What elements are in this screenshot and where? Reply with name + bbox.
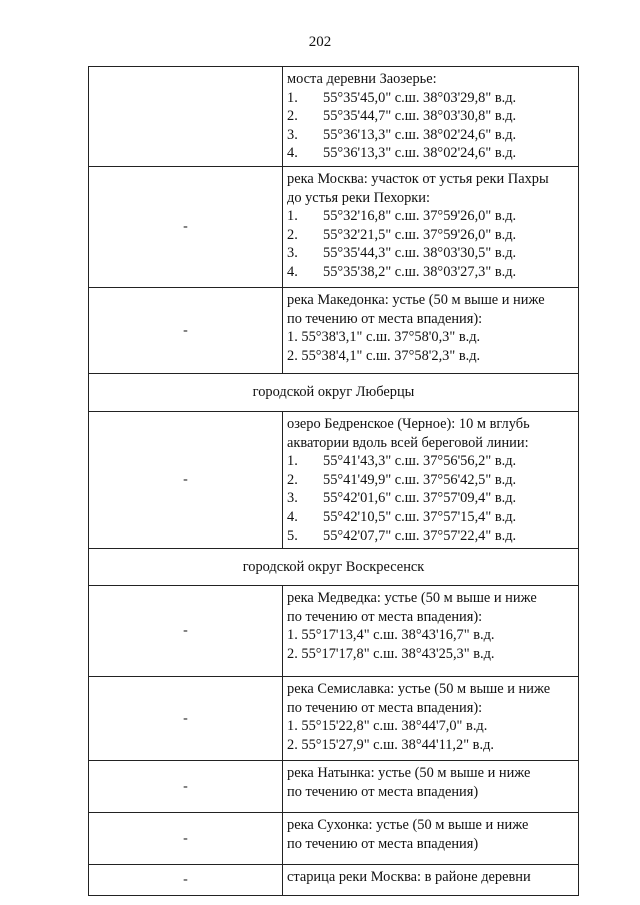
table-row [89, 67, 579, 167]
description-line [287, 144, 574, 163]
coordinates-text: 55°32'16,8" с.ш. 37°59'26,0" в.д. [323, 208, 517, 225]
coordinates-text: 55°42'07,7" с.ш. 37°57'22,4" в.д. [323, 527, 517, 544]
point-number: 1. [287, 208, 298, 225]
row-marker: - [89, 586, 283, 677]
row-description [283, 865, 579, 896]
row-marker: - [89, 167, 283, 288]
coordinates-text: 55°35'44,7" с.ш. 38°03'30,8" в.д. [323, 108, 517, 125]
coordinates-text: 55°36'13,3" с.ш. 38°02'24,6" в.д. [323, 126, 517, 143]
description-line [287, 310, 574, 329]
table-row [89, 288, 579, 374]
row-marker: - [89, 813, 283, 865]
point-number: 3. [287, 126, 298, 143]
coordinates-text: 55°35'44,3" с.ш. 38°03'30,5" в.д. [323, 245, 517, 262]
description-line [287, 328, 574, 347]
description-line [287, 70, 574, 89]
line-text: 2. 55°15'27,9" с.ш. 38°44'11,2" в.д. [287, 736, 494, 753]
line-text: по течению от места впадения) [287, 835, 479, 852]
table-row [89, 167, 579, 288]
line-text: акватории вдоль всей береговой линии: [287, 434, 529, 451]
description-line [287, 347, 574, 366]
line-text: река Натынка: устье (50 м выше и ниже [287, 765, 531, 782]
description-line [287, 471, 574, 490]
table-row [89, 865, 579, 896]
description-line [287, 868, 574, 887]
line-text: 1. 55°17'13,4" с.ш. 38°43'16,7" в.д. [287, 627, 495, 644]
table-row [89, 813, 579, 865]
description-line [287, 244, 574, 263]
description-line [287, 717, 574, 736]
point-number: 3. [287, 245, 298, 262]
point-number: 1. [287, 453, 298, 470]
description-line [287, 699, 574, 718]
description-line [287, 608, 574, 627]
line-text: река Медведка: устье (50 м выше и ниже [287, 590, 537, 607]
row-marker: - [89, 412, 283, 549]
line-text: река Македонка: устье (50 м выше и ниже [287, 292, 545, 308]
row-description [283, 288, 579, 374]
row-marker: - [89, 865, 283, 896]
description-line [287, 189, 574, 208]
point-number: 2. [287, 471, 298, 488]
point-number: 4. [287, 263, 298, 280]
point-number: 1. [287, 89, 298, 106]
description-line [287, 489, 574, 508]
description-line [287, 126, 574, 145]
description-line [287, 645, 574, 664]
row-description [283, 67, 579, 167]
table-row [89, 677, 579, 761]
line-text: река Сухонка: устье (50 м выше и ниже [287, 817, 529, 834]
table-row [89, 586, 579, 677]
line-text: 2. 55°38'4,1" с.ш. 37°58'2,3" в.д. [287, 347, 481, 364]
coordinates-text: 55°42'10,5" с.ш. 37°57'15,4" в.д. [323, 508, 517, 525]
description-line [287, 816, 574, 835]
row-description [283, 677, 579, 761]
point-number: 5. [287, 527, 298, 544]
row-marker [89, 67, 283, 167]
line-text: озеро Бедренское (Черное): 10 м вглубь [287, 416, 530, 432]
section-row [89, 374, 579, 412]
description-line [287, 527, 574, 546]
description-line [287, 764, 574, 783]
description-line [287, 736, 574, 755]
line-text: 2. 55°17'17,8" с.ш. 38°43'25,3" в.д. [287, 645, 495, 662]
row-description [283, 167, 579, 288]
line-text: по течению от места впадения): [287, 699, 483, 716]
coordinates-text: 55°36'13,3" с.ш. 38°02'24,6" в.д. [323, 145, 517, 162]
line-text: до устья реки Пехорки: [287, 189, 430, 206]
description-line [287, 107, 574, 126]
point-number: 4. [287, 508, 298, 525]
row-description [283, 813, 579, 865]
description-line [287, 589, 574, 608]
coordinates-text: 55°42'01,6" с.ш. 37°57'09,4" в.д. [323, 490, 517, 507]
description-line [287, 415, 574, 434]
coordinates-text: 55°35'38,2" с.ш. 38°03'27,3" в.д. [323, 263, 517, 280]
line-text: по течению от места впадения) [287, 783, 479, 800]
line-text: 1. 55°38'3,1" с.ш. 37°58'0,3" в.д. [287, 329, 481, 346]
line-text: 1. 55°15'22,8" с.ш. 38°44'7,0" в.д. [287, 718, 488, 735]
row-description [283, 761, 579, 813]
description-line [287, 783, 574, 802]
description-line [287, 207, 574, 226]
row-marker: - [89, 677, 283, 761]
section-row [89, 549, 579, 586]
coordinates-text: 55°41'49,9" с.ш. 37°56'42,5" в.д. [323, 471, 517, 488]
description-line [287, 626, 574, 645]
line-text: река Москва: участок от устья реки Пахры [287, 171, 549, 187]
table-row [89, 412, 579, 549]
line-text: река Семиславка: устье (50 м выше и ниже [287, 681, 551, 698]
page-number: 202 [308, 34, 332, 50]
description-line [287, 434, 574, 453]
description-line [287, 452, 574, 471]
section-heading: городской округ Воскресенск [89, 549, 579, 586]
coordinates-text: 55°41'43,3" с.ш. 37°56'56,2" в.д. [323, 453, 517, 470]
line-text: по течению от места впадения): [287, 310, 483, 327]
line-text: старица реки Москва: в районе деревни [287, 869, 531, 886]
section-heading: городской округ Люберцы [89, 374, 579, 412]
line-text: по течению от места впадения): [287, 608, 483, 625]
water-bodies-table [88, 66, 579, 896]
row-marker: - [89, 288, 283, 374]
description-line [287, 291, 574, 310]
row-marker: - [89, 761, 283, 813]
description-line [287, 508, 574, 527]
description-line [287, 835, 574, 854]
point-number: 2. [287, 108, 298, 125]
description-line [287, 89, 574, 108]
point-number: 3. [287, 490, 298, 507]
table-row [89, 761, 579, 813]
point-number: 4. [287, 145, 298, 162]
row-description [283, 586, 579, 677]
point-number: 2. [287, 226, 298, 243]
coordinates-text: 55°35'45,0" с.ш. 38°03'29,8" в.д. [323, 89, 517, 106]
row-description [283, 412, 579, 549]
coordinates-text: 55°32'21,5" с.ш. 37°59'26,0" в.д. [323, 226, 517, 243]
description-line [287, 226, 574, 245]
description-line [287, 170, 574, 189]
description-line [287, 263, 574, 282]
line-text: моста деревни Заозерье: [287, 71, 437, 87]
description-line [287, 680, 574, 699]
